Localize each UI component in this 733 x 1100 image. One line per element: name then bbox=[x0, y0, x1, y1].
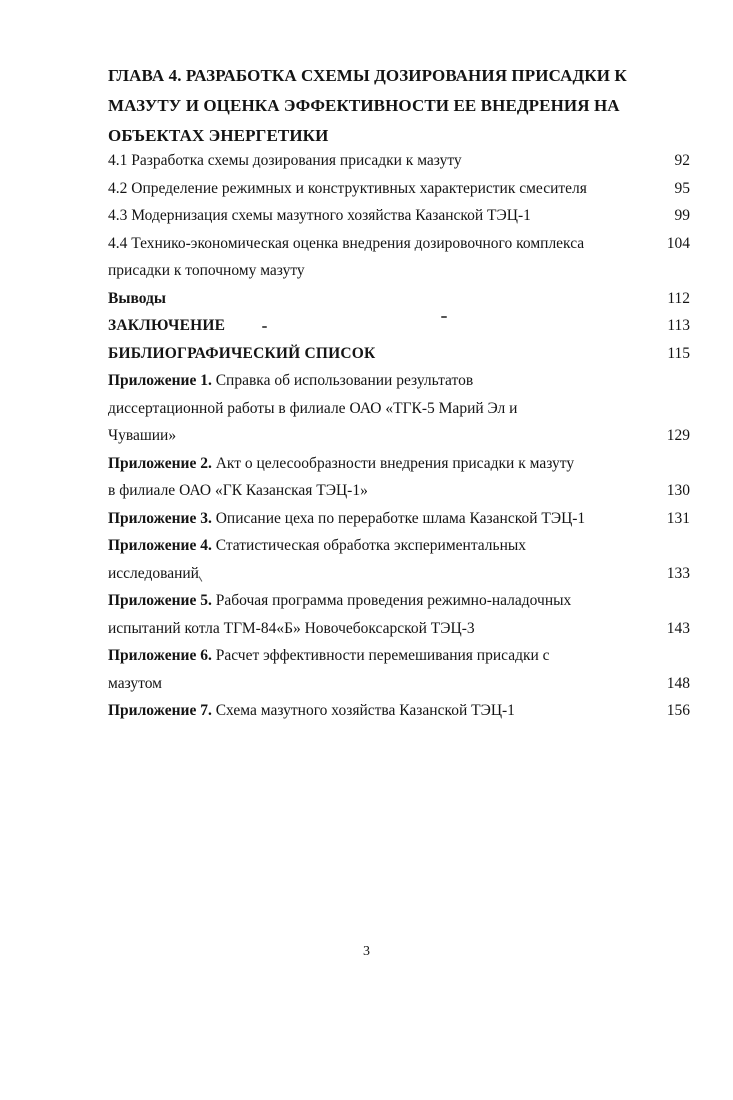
appendix-label: Приложение 1. bbox=[108, 372, 212, 389]
toc-entry-title-continued: присадки к топочному мазуту bbox=[108, 262, 305, 279]
toc-entry-4-2[interactable] bbox=[108, 175, 690, 203]
toc-entry-title-continued: Чувашии» bbox=[108, 427, 177, 444]
toc-entry-title bbox=[108, 697, 690, 725]
toc-entry-title: БИБЛИОГРАФИЧЕСКИЙ СПИСОК bbox=[108, 344, 376, 362]
toc-entry-appendix-4[interactable] bbox=[108, 532, 690, 587]
appendix-title: Описание цеха по переработке шлама Казанской ТЭЦ-1 bbox=[211, 509, 586, 527]
toc-entry-bibliography[interactable] bbox=[108, 340, 690, 368]
toc-entry-title-continued: исследований bbox=[108, 564, 199, 582]
toc-entry-4-4[interactable] bbox=[108, 230, 690, 285]
toc-entry-appendix-6[interactable] bbox=[108, 642, 690, 697]
toc-entry-title bbox=[108, 450, 690, 478]
appendix-label: Приложение 7. bbox=[108, 702, 212, 719]
toc-entry-title bbox=[108, 505, 690, 533]
appendix-title: Статистическая обработка экспериментальных bbox=[211, 537, 527, 554]
toc-entry-title bbox=[108, 587, 690, 615]
toc-page-number: 92 bbox=[674, 152, 690, 169]
toc-entry-title bbox=[108, 367, 690, 395]
toc-entry-title-continued: мазутом bbox=[108, 674, 162, 692]
chapter-heading-line: ГЛАВА 4. РАЗРАБОТКА СХЕМЫ ДОЗИРОВАНИЯ ПРИСАДКИ К bbox=[108, 66, 627, 85]
chapter-heading-line: ОБЪЕКТАХ ЭНЕРГЕТИКИ bbox=[108, 126, 329, 145]
scan-speck bbox=[441, 316, 447, 318]
scan-speck bbox=[262, 326, 267, 328]
toc-entry-appendix-3[interactable] bbox=[108, 505, 690, 533]
table-of-contents bbox=[108, 147, 690, 725]
toc-entry-appendix-5[interactable] bbox=[108, 587, 690, 642]
appendix-title: Схема мазутного хозяйства Казанской ТЭЦ-1 bbox=[211, 702, 515, 719]
toc-page-number: 130 bbox=[666, 482, 690, 499]
toc-entry-title bbox=[108, 642, 690, 670]
toc-page-number: 133 bbox=[666, 564, 690, 582]
toc-entry-4-1[interactable] bbox=[108, 147, 690, 175]
toc-page-number: 156 bbox=[666, 702, 690, 719]
toc-page-number: 113 bbox=[667, 317, 690, 334]
toc-entry-appendix-7[interactable] bbox=[108, 697, 690, 725]
appendix-label: Приложение 4. bbox=[108, 537, 212, 554]
toc-entry-appendix-1[interactable] bbox=[108, 367, 690, 450]
toc-entry-title-continued: испытаний котла ТГМ-84«Б» Новочебоксарской ТЭЦ-3 bbox=[108, 619, 475, 637]
toc-entry-summary[interactable] bbox=[108, 312, 690, 340]
toc-page-number: 129 bbox=[666, 427, 690, 444]
toc-page-number: 148 bbox=[666, 674, 690, 692]
toc-entry-title-continued: диссертационной работы в филиале ОАО «ТГК-5 Марий Эл и bbox=[108, 399, 518, 417]
toc-entry-title: ЗАКЛЮЧЕНИЕ bbox=[108, 317, 226, 334]
toc-entry-4-3[interactable] bbox=[108, 202, 690, 230]
appendix-title: Рабочая программа проведения режимно-наладочных bbox=[211, 592, 572, 609]
page-number: 3 bbox=[363, 944, 370, 959]
toc-page-number: 115 bbox=[667, 344, 690, 362]
appendix-label: Приложение 6. bbox=[108, 647, 212, 664]
toc-entry-title: Выводы bbox=[108, 289, 166, 307]
toc-entry-title: 4.4 Технико-экономическая оценка внедрения дозировочного комплекса bbox=[108, 234, 585, 252]
chapter-heading bbox=[108, 61, 698, 151]
appendix-title: Справка об использовании результатов bbox=[211, 372, 474, 389]
toc-page-number: 95 bbox=[674, 179, 690, 197]
toc-page-number: 131 bbox=[666, 509, 690, 527]
appendix-title: Расчет эффективности перемешивания присадки с bbox=[211, 647, 550, 664]
toc-page-number: 112 bbox=[667, 289, 690, 307]
toc-page-number: 104 bbox=[666, 234, 690, 252]
appendix-label: Приложение 2. bbox=[108, 454, 212, 472]
toc-entry-title bbox=[108, 532, 690, 560]
toc-entry-title: 4.3 Модернизация схемы мазутного хозяйства Казанской ТЭЦ-1 bbox=[108, 207, 531, 224]
toc-page-number: 143 bbox=[666, 619, 690, 637]
toc-entry-title: 4.2 Определение режимных и конструктивных характеристик смесителя bbox=[108, 179, 587, 197]
appendix-label: Приложение 3. bbox=[108, 509, 212, 527]
chapter-heading-line: МАЗУТУ И ОЦЕНКА ЭФФЕКТИВНОСТИ ЕЕ ВНЕДРЕНИЯ НА bbox=[108, 96, 620, 115]
toc-entry-title-continued: в филиале ОАО «ГК Казанская ТЭЦ-1» bbox=[108, 482, 368, 499]
appendix-label: Приложение 5. bbox=[108, 592, 212, 609]
toc-page-number: 99 bbox=[674, 207, 690, 224]
toc-entry-title: 4.1 Разработка схемы дозирования присадки к мазуту bbox=[108, 152, 462, 169]
toc-entry-conclusions[interactable] bbox=[108, 285, 690, 313]
appendix-title: Акт о целесообразности внедрения присадки к мазуту bbox=[211, 454, 575, 472]
toc-entry-appendix-2[interactable] bbox=[108, 450, 690, 505]
